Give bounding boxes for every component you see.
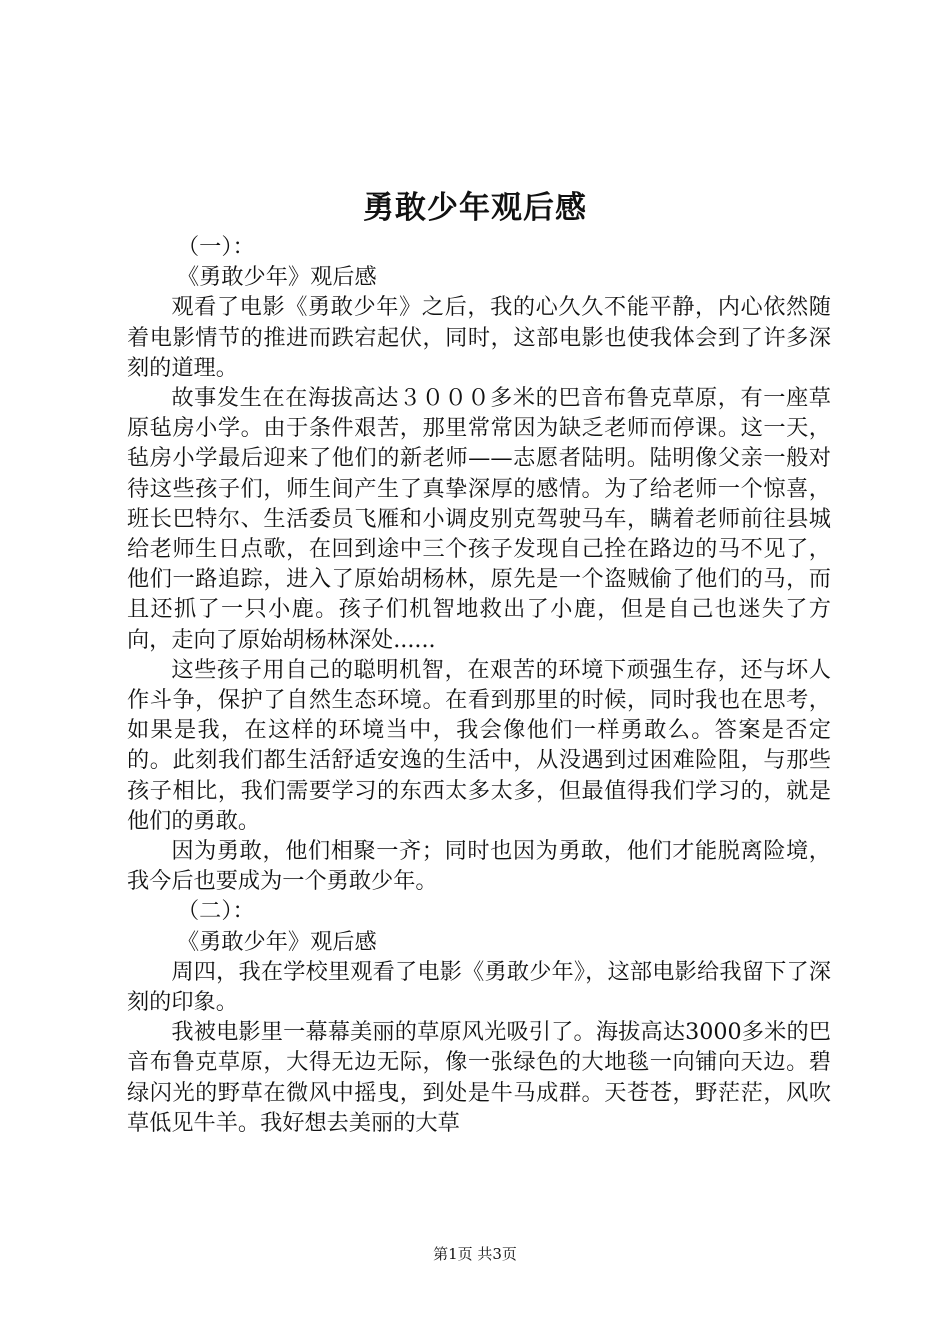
- paragraph: 这些孩子用自己的聪明机智，在艰苦的环境下顽强生存，还与坏人作斗争，保护了自然生态环境。在看到那里的时候，同时我也在思考，如果是我，在这样的环境当中，我会像他们一样勇敢么。答案是否定的。此刻我们都生活舒适安逸的生活中，从没遇到过困难险阻，与那些孩子相比，我们需要学习的东西太多太多，但最值得我们学习的，就是他们的勇敢。: [127, 656, 831, 834]
- section-1: [127, 232, 831, 896]
- paragraph: 我被电影里一幕幕美丽的草原风光吸引了。海拔高达3000多米的巴音布鲁克草原，大得无边无际，像一张绿色的大地毯一向铺向天边。碧绿闪光的野草在微风中摇曳，到处是牛马成群。天苍苍，野茫茫，风吹草低见牛羊。我好想去美丽的大草: [127, 1019, 831, 1136]
- paragraph: 周四，我在学校里观看了电影《勇敢少年》，这部电影给我留下了深刻的印象。: [127, 958, 831, 1016]
- section-2: [127, 896, 831, 1138]
- paragraph: 故事发生在在海拔高达３０００多米的巴音布鲁克草原，有一座草原毡房小学。由于条件艰苦，那里常常因为缺乏老师而停课。这一天，毡房小学最后迎来了他们的新老师——志愿者陆明。陆明像父亲一般对待这些孩子们，师生间产生了真挚深厚的感情。为了给老师一个惊喜，班长巴特尔、生活委员飞雁和小调皮别克驾驶马车，瞒着老师前往县城给老师生日点歌，在回到途中三个孩子发现自己拴在路边的马不见了，他们一路追踪，进入了原始胡杨林，原先是一个盗贼偷了他们的马，而且还抓了一只小鹿。孩子们机智地救出了小鹿，但是自己也迷失了方向，走向了原始胡杨林深处......: [127, 385, 831, 653]
- section-label: （一）：: [177, 234, 255, 260]
- section-subtitle: 《勇敢少年》观后感: [177, 264, 377, 291]
- page-footer: 第1页 共3页: [433, 1245, 517, 1263]
- paragraph: 因为勇敢，他们相聚一齐；同时也因为勇敢，他们才能脱离险境，我今后也要成为一个勇敢少年。: [127, 838, 831, 895]
- section-subtitle: 《勇敢少年》观后感: [177, 928, 377, 955]
- document-body: [127, 232, 831, 1138]
- section-label: （二）：: [177, 898, 255, 925]
- document-title: 勇敢少年观后感: [363, 190, 587, 226]
- paragraph: 观看了电影《勇敢少年》之后，我的心久久不能平静，内心依然随着电影情节的推进而跌宕起伏，同时，这部电影也使我体会到了许多深刻的道理。: [127, 294, 831, 381]
